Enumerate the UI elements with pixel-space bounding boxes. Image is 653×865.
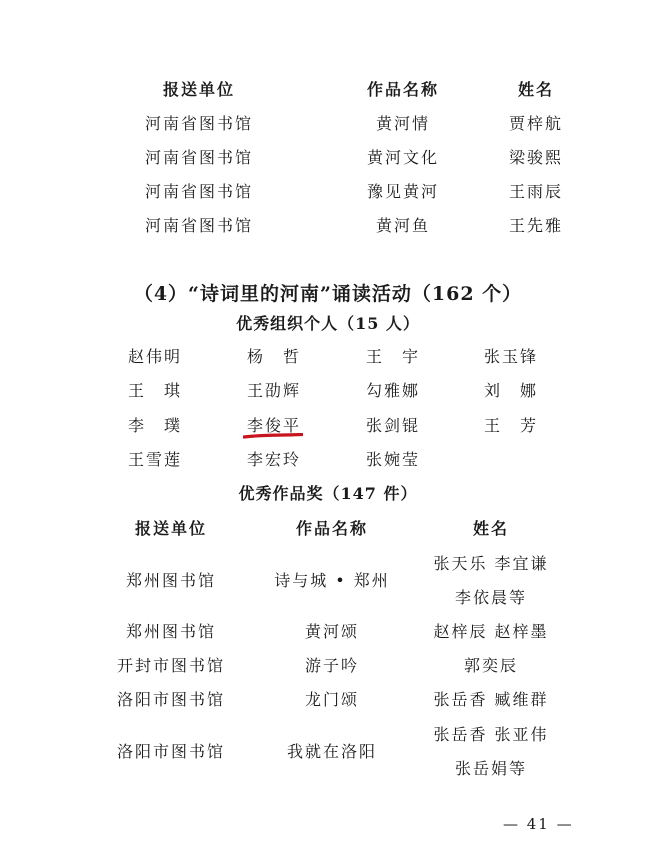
table1-row-3-work: 豫见黄河 xyxy=(366,182,440,201)
table2-row-1-name-line1: 张天乐 李宜谦 xyxy=(433,554,549,573)
table2-row-1-work: 诗与城 • 郑州 xyxy=(274,571,390,590)
table1-row-2-work: 黄河文化 xyxy=(366,148,440,167)
org-name: 王劭辉 xyxy=(247,381,302,400)
table2-header-work: 作品名称 xyxy=(295,519,369,538)
table2-row-2-name: 赵梓辰 赵梓墨 xyxy=(433,622,549,641)
section-title: （4）“诗词里的河南”诵读活动（162 个） xyxy=(133,283,523,305)
org-name: 王 芳 xyxy=(484,416,539,435)
table1-row-3-name: 王雨辰 xyxy=(508,182,564,201)
org-name: 张玉锋 xyxy=(484,347,539,366)
table1-row-3-unit: 河南省图书馆 xyxy=(144,182,254,201)
table1-row-4-name: 王先雅 xyxy=(508,216,564,235)
table2-row-5-work: 我就在洛阳 xyxy=(286,742,378,761)
table2-row-3-name: 郭奕辰 xyxy=(463,656,519,675)
table2-row-3-unit: 开封市图书馆 xyxy=(116,656,226,675)
table2-row-2-unit: 郑州图书馆 xyxy=(125,622,217,641)
org-name: 张婉莹 xyxy=(366,450,421,469)
table2-row-1-unit: 郑州图书馆 xyxy=(125,571,217,590)
table2-row-4-unit: 洛阳市图书馆 xyxy=(116,690,226,709)
org-name: 王 琪 xyxy=(128,381,183,400)
table2-row-5-name-line2: 张岳娟等 xyxy=(454,759,528,778)
org-name: 李宏玲 xyxy=(247,450,302,469)
org-name: 勾雅娜 xyxy=(366,381,421,400)
table1-row-4-unit: 河南省图书馆 xyxy=(144,216,254,235)
org-name: 王 宇 xyxy=(366,347,421,366)
org-name-highlighted: 李俊平 xyxy=(247,416,302,435)
table1-header-name: 姓名 xyxy=(517,80,555,99)
org-heading: 优秀组织个人（15 人） xyxy=(236,314,420,333)
table2-row-1-name-line2: 李依晨等 xyxy=(454,588,528,607)
org-name: 杨 哲 xyxy=(247,347,302,366)
table2-row-5-name-line1: 张岳香 张亚伟 xyxy=(433,725,549,744)
table2-row-5-unit: 洛阳市图书馆 xyxy=(116,742,226,761)
table1-row-2-name: 梁骏熙 xyxy=(508,148,564,167)
table2-header-name: 姓名 xyxy=(472,519,510,538)
table1-row-1-work: 黄河情 xyxy=(375,114,431,133)
org-name: 张剑锟 xyxy=(366,416,421,435)
table1-row-1-name: 贾梓航 xyxy=(508,114,564,133)
org-name: 李 璞 xyxy=(128,416,183,435)
org-name: 王雪莲 xyxy=(128,450,183,469)
org-name: 刘 娜 xyxy=(484,381,539,400)
table2-row-4-work: 龙门颂 xyxy=(304,690,360,709)
award-heading: 优秀作品奖（147 件） xyxy=(238,484,418,503)
org-name: 赵伟明 xyxy=(128,347,183,366)
page-number: — 41 — xyxy=(503,815,574,833)
table1-header-unit: 报送单位 xyxy=(162,80,236,99)
table1-header-work: 作品名称 xyxy=(366,80,440,99)
table2-row-2-work: 黄河颂 xyxy=(304,622,360,641)
table1-row-2-unit: 河南省图书馆 xyxy=(144,148,254,167)
table2-row-4-name: 张岳香 臧维群 xyxy=(433,690,549,709)
table1-row-1-unit: 河南省图书馆 xyxy=(144,114,254,133)
table2-row-3-work: 游子吟 xyxy=(304,656,360,675)
table2-header-unit: 报送单位 xyxy=(134,519,208,538)
table1-row-4-work: 黄河鱼 xyxy=(375,216,431,235)
red-underline-mark xyxy=(243,433,303,439)
